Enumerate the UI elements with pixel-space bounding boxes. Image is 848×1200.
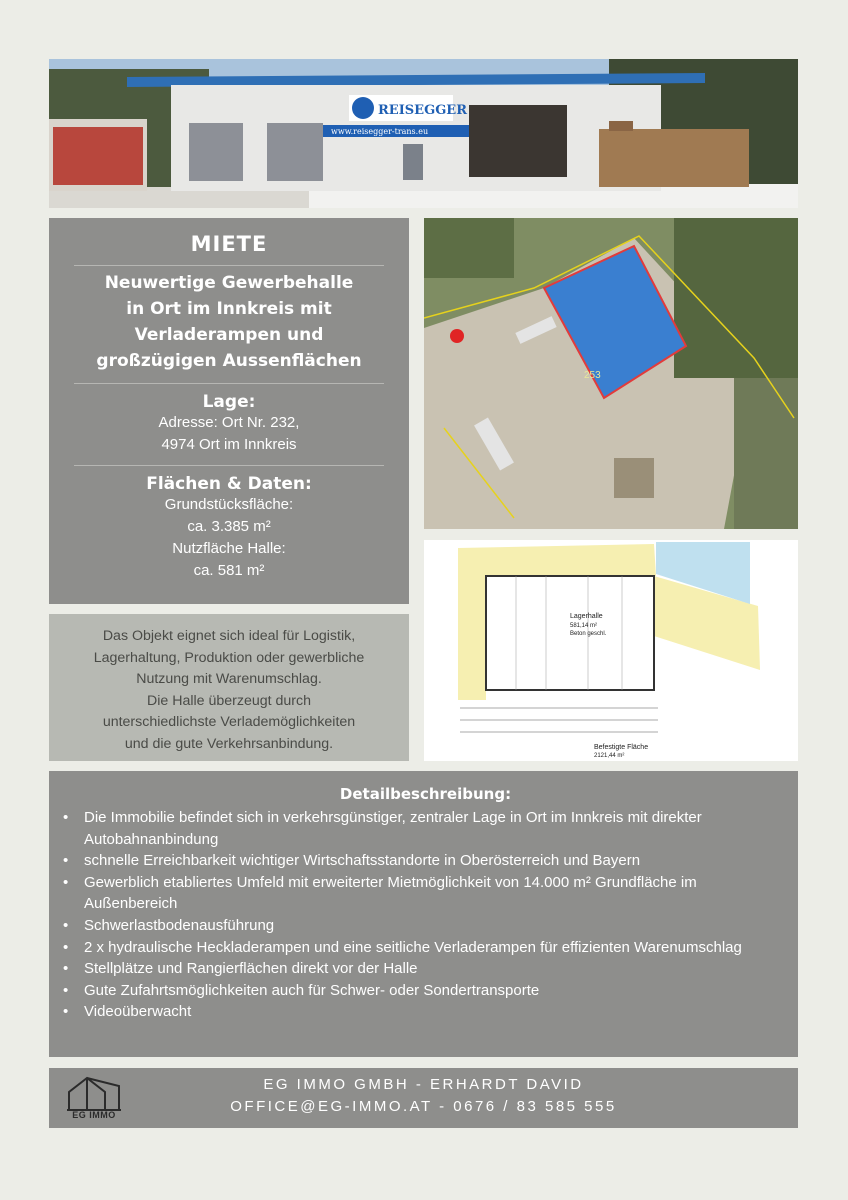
plot-area-label: Grundstücksfläche: [164, 496, 294, 513]
address-line: 4974 Ort im Innkreis [161, 436, 297, 453]
plan-hall-area: 581,14 m² [570, 623, 598, 629]
list-item: • Videoüberwacht [73, 1001, 778, 1023]
contact-info[interactable]: OFFICE@EG-IMMO.AT - 0676 / 83 585 555 [230, 1098, 617, 1115]
hall-area-label: Nutzfläche Halle: [172, 540, 286, 557]
aerial-site-map [424, 218, 798, 529]
list-item: • Gute Zufahrtsmöglichkeiten auch für Schwer- oder Sondertransporte [73, 980, 778, 1002]
contact-footer [49, 1068, 798, 1128]
sign-brand-text: REISEGGER [378, 103, 468, 118]
floor-plan [424, 540, 798, 761]
list-item: • Stellplätze und Rangierflächen direkt vor der Halle [73, 958, 778, 980]
detail-list [73, 807, 778, 1023]
divider [74, 465, 384, 466]
property-description: Das Objekt eignet sich ideal für Logistik, Lagerhaltung, Produktion oder gewerbliche Nutzung mit Warenumschlag. Die Halle überzeugt durch unterschiedlichste Verlademöglichkeiten und die gute Verkehrsanbindung. [49, 614, 409, 761]
divider [74, 383, 384, 384]
list-item: • schnelle Erreichbarkeit wichtiger Wirtschaftsstandorte in Oberösterreich und Bayern [73, 850, 778, 872]
plan-paved-label: Befestigte Fläche [594, 744, 649, 751]
building-photo [49, 59, 798, 208]
plan-hall-label: Lagerhalle [570, 613, 603, 620]
location-heading: Lage: [202, 392, 256, 412]
plan-paved-area: 2121,44 m² [594, 753, 625, 759]
location-pin-icon [450, 329, 464, 343]
list-item: • Gewerblich etabliertes Umfeld mit erweiterter Mietmöglichkeit von 14.000 m² Grundfläche im Außenbereich [73, 872, 778, 915]
listing-type-heading: MIETE [190, 232, 268, 256]
areas-heading: Flächen & Daten: [146, 474, 312, 494]
plot-area-value: ca. 3.385 m² [187, 518, 271, 535]
logo-text: EG IMMO [72, 1110, 116, 1120]
property-headline: Neuwertige Gewerbehalle in Ort im Innkreis mit Verladerampen und großzügigen Aussenflächen [96, 273, 362, 371]
list-item: • Die Immobilie befindet sich in verkehrsgünstiger, zentraler Lage in Ort im Innkreis mit direkter Autobahnanbindung [73, 807, 778, 850]
divider [74, 265, 384, 266]
plan-hall-floor: Beton geschl. [570, 631, 607, 637]
company-name: EG IMMO GMBH - ERHARDT DAVID [263, 1076, 584, 1093]
address-line: Adresse: Ort Nr. 232, [158, 414, 300, 431]
property-info-box [49, 218, 409, 604]
parcel-number: 253 [584, 370, 601, 381]
detail-heading: Detailbeschreibung: [339, 785, 512, 803]
detail-description [49, 771, 798, 1057]
sign-url-text: www.reisegger-trans.eu [331, 127, 429, 136]
list-item: • Schwerlastbodenausführung [73, 915, 778, 937]
hall-area-value: ca. 581 m² [193, 562, 265, 579]
list-item: • 2 x hydraulische Heckladerampen und eine seitliche Verladerampen für effizienten Warenumschlag [73, 937, 778, 959]
